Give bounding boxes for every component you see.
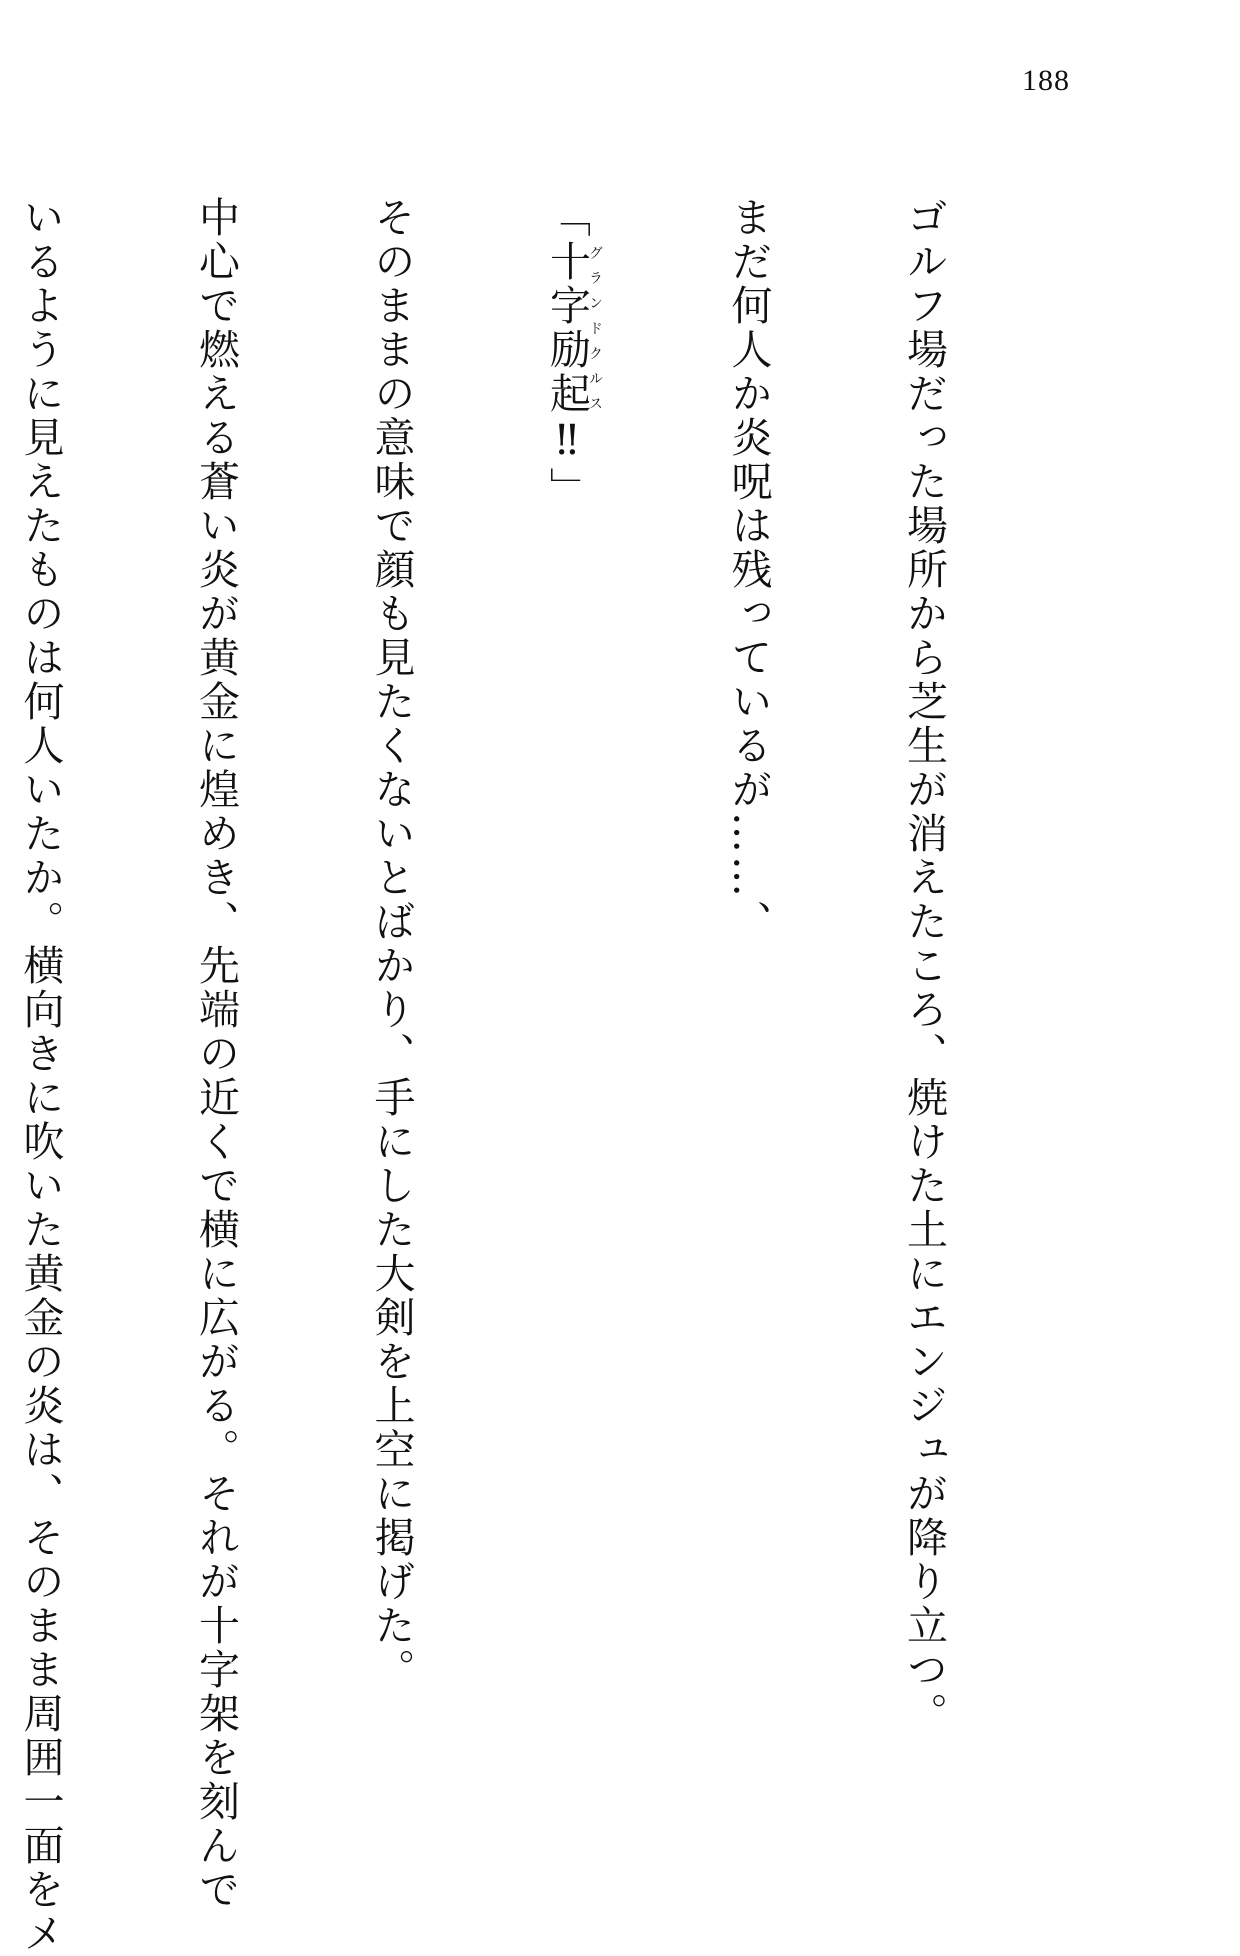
quote-open: 「 [543,196,591,240]
text-line [538,196,603,1616]
page-number: 188 [1022,64,1070,97]
ruby-term [543,240,603,416]
text-line: 中心で燃える蒼い炎が黄金に煌めき、先端の近くで横に広がる。それが十字架を刻んで [192,196,240,1912]
ruby-base: 十字励起 [543,240,591,416]
text-line: いるように見えたものは何人いたか。横向きに吹いた黄金の炎は、そのまま周囲一面をメ [16,196,65,1956]
quote-close: ‼」 [543,416,591,511]
vertical-text-body [16,196,1070,1956]
text-line: そのままの意味で顔も見たくないとばかり、手にした大剣を上空に掲げた。 [367,196,416,1692]
ruby-reading: グランドクルス [587,240,603,416]
text-line: まだ何人か炎呪は残っているが……、 [724,196,773,944]
text-line: ゴルフ場だった場所から芝生が消えたころ、焼けた土にエンジュが降り立つ。 [900,196,948,1736]
